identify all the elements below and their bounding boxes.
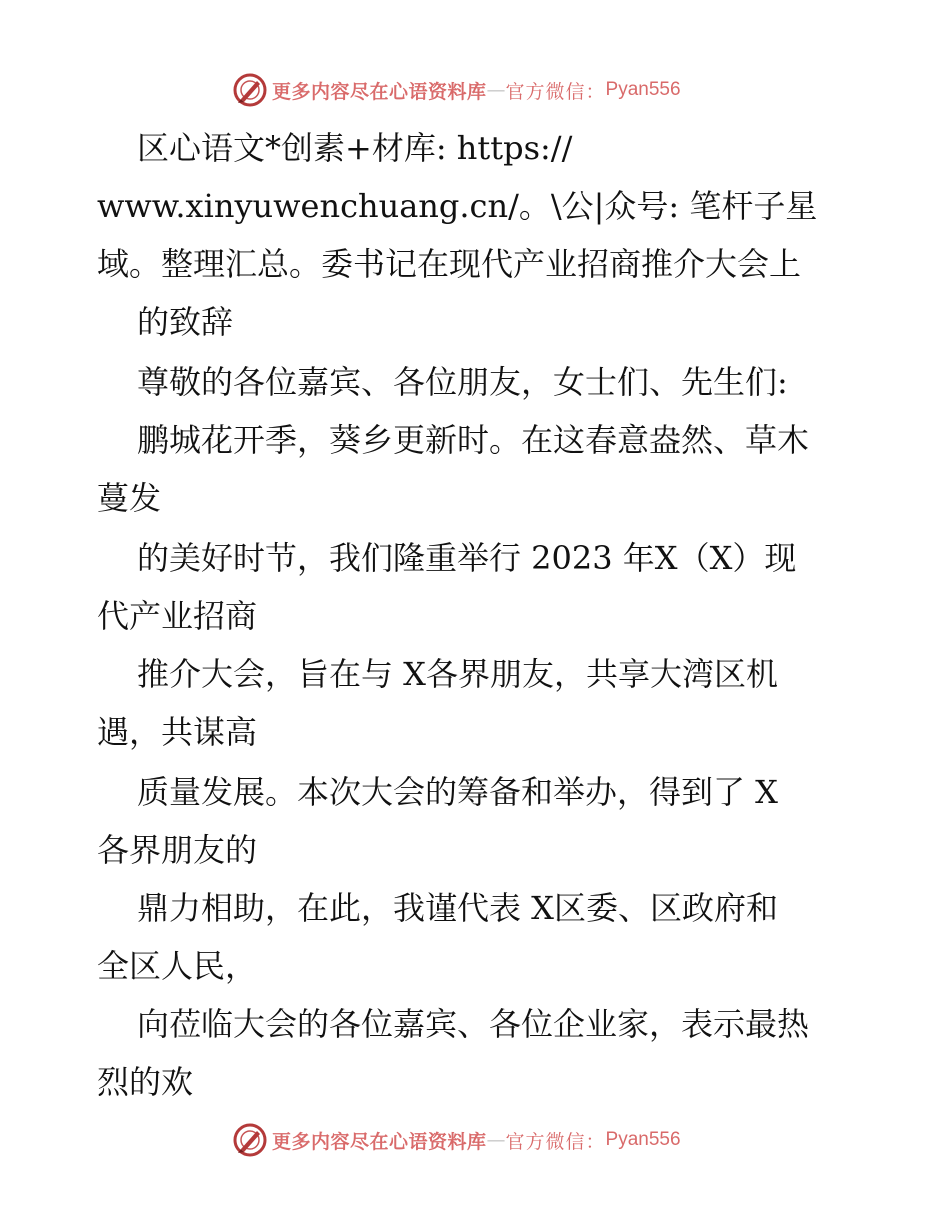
text-line: 的致辞	[137, 303, 234, 341]
text-line: 推介大会，旨在与 X各界朋友，共享大湾区机	[137, 655, 778, 693]
text-line: 质量发展。本次大会的筹备和举办，得到了 X	[137, 773, 778, 811]
banner-dash: —	[486, 1129, 506, 1151]
banner-title: 更多内容尽在心语资料库	[272, 80, 487, 103]
banner-wechat-id: Pyan556	[605, 79, 681, 100]
text-line: 鼎力相助，在此，我谨代表 X区委、区政府和	[137, 889, 778, 927]
text-line	[97, 186, 817, 226]
url-link[interactable]: www.xinyuwenchuang.cn/	[97, 187, 519, 225]
footer-banner	[232, 1120, 681, 1160]
text-line: 的美好时节，我们隆重举行 2023 年X（X）现	[137, 539, 797, 577]
text-line: 域。整理汇总。委书记在现代产业招商推介大会上	[97, 245, 802, 283]
text-line: 烈的欢	[97, 1063, 194, 1101]
text-segment: 。\公|众号: 笔杆子星	[518, 187, 818, 225]
text-line: 各界朋友的	[97, 831, 258, 869]
text-line: 遇，共谋高	[97, 713, 258, 751]
text-line: 鹏城花开季，葵乡更新时。在这春意盎然、草木	[137, 421, 810, 459]
text-line: 蔓发	[97, 479, 162, 517]
banner-dash: —	[486, 79, 506, 101]
pen-logo-icon	[232, 1122, 268, 1158]
banner-wechat-id: Pyan556	[605, 1129, 681, 1150]
text-line: 全区人民，	[97, 947, 258, 985]
text-line: 尊敬的各位嘉宾、各位朋友，女士们、先生们:	[137, 363, 788, 401]
banner-title: 更多内容尽在心语资料库	[272, 1130, 487, 1153]
banner-wechat-label: 官方微信：	[505, 1130, 606, 1153]
text-line: 代产业招商	[97, 597, 258, 635]
pen-logo-icon	[232, 72, 268, 108]
text-line: 区心语文*创素+材库: https://	[137, 129, 573, 167]
text-line: 向莅临大会的各位嘉宾、各位企业家，表示最热	[137, 1005, 810, 1043]
header-banner	[232, 70, 681, 110]
banner-wechat-label: 官方微信：	[505, 80, 606, 103]
